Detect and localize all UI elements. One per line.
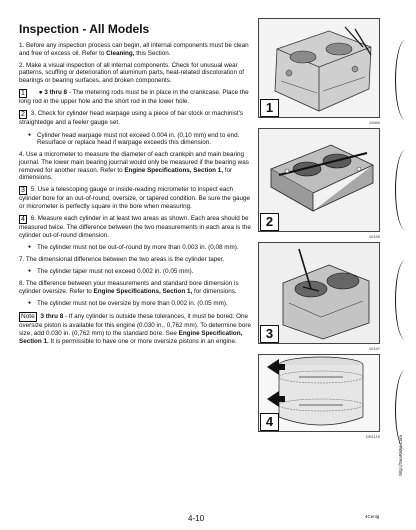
- page-title: Inspection - All Models: [19, 22, 150, 36]
- note-block: [19, 312, 253, 345]
- step-3-text: 3. Check for cylinder head warpage using a piece of bar stock or machinist's straightedge and a feeler gauge set.: [19, 110, 244, 127]
- figure-3-bore-gauge: [258, 242, 380, 344]
- figure-4-measurement-areas: [258, 354, 380, 432]
- step-3: [19, 110, 253, 127]
- step-8-text: 8. The difference between your measurements and standard bore dimension is cylinder oversize. Refer to: [19, 280, 239, 295]
- figure-2-code: 10150: [368, 234, 380, 239]
- step-8-end: for dimensions.: [193, 288, 237, 295]
- step-1-text: 1. Before any inspection process can begin, all internal components must be clean and free of excess oil. Refer to: [19, 42, 249, 57]
- figure-3-label: 3: [260, 325, 279, 343]
- step-4: [19, 151, 253, 181]
- step-5: [19, 186, 253, 210]
- step-2: 2. Make a visual inspection of all internal components. Check for unusual wear patterns, scuffing or deterioration of aluminum parts, heat-related discoloration of bearings or bearing surfaces, and broken components.: [19, 61, 244, 84]
- step-8-ref: Engine Specifications, Section 1,: [93, 288, 193, 295]
- figure-ref-2: 2: [19, 110, 27, 119]
- note-models-range: 3 thru 8: [40, 313, 64, 321]
- figure-1-crankcase: [258, 18, 380, 118]
- step-4-text: 4. Use a micrometer to measure the diameter of each crankpin and main bearing journal. The lower main bearing journal would only be measured if the bearing was removed for another reason. Refer to: [19, 151, 249, 174]
- step-8: [19, 280, 253, 295]
- step-6-text: 6. Measure each cylinder in at least two areas as shown. Each area should be measured twice. The difference between the two measurements in each area is the cylinder out-of-round dimension.: [19, 215, 251, 239]
- step-5-text: 5. Use a telescoping gauge or inside-reading micrometer to inspect each cylinder bore for an out-of-round, oversize, or tapered condition. Be sure the gauge or micrometer is perfectly square in the bore when measuring.: [19, 186, 251, 210]
- figure-ref-4: 4: [19, 215, 27, 224]
- margin-tab-mark: [395, 40, 416, 120]
- step-6: [19, 215, 253, 239]
- footer-code: 4Cenig: [365, 514, 380, 519]
- figure-2-label: 2: [260, 213, 279, 231]
- step-7: 7. The dimensional difference between the two areas is the cylinder taper.: [19, 256, 225, 264]
- step-4-ref: Engine Specifications, Section 1,: [124, 166, 224, 174]
- note-label: Note: [21, 313, 35, 321]
- margin-tab-mark: [395, 260, 416, 340]
- bullet-oversize: ● The cylinder must not be oversize by more than 0.002 in. (0.05 mm).: [19, 300, 253, 308]
- metering-rods-text: - The metering rods must be in place in the crankcase. Place the long rod in the upper hole and the short rod in the lower hole.: [19, 89, 249, 106]
- side-url-text: http://SeaRider.Com: [398, 435, 403, 476]
- figure-4-code: DR1119: [365, 434, 380, 439]
- note-end: It is permissible to have one or more oversize pistons in an engine.: [50, 337, 237, 345]
- step-4-end: for dimensions.: [19, 166, 233, 182]
- figure-1-code: 12660: [368, 120, 380, 125]
- models-range: 3 thru 8: [44, 89, 68, 97]
- note-text: - If any cylinder is outside these tolerances, it must be bored. One oversize piston is available for this engine (0.030 in., 0,762 mm). To determine bore size, add 0.030 in. (0,762 mm) to the standard bore. See: [19, 313, 251, 337]
- figure-3-code: 10157: [368, 346, 380, 351]
- step-1-ref: Cleaning,: [106, 49, 135, 57]
- bullet-metering-rods: [19, 89, 253, 106]
- note-ref: Engine Specification, Section 1.: [19, 329, 243, 345]
- instruction-text-column: [19, 42, 253, 350]
- bullet-out-of-round: ● The cylinder must not be out-of-round by more than 0.003 in. (0,08 mm).: [19, 244, 253, 252]
- bullet-taper: ● The cylinder taper must not exceed 0.002 in. (0,05 mm).: [19, 268, 253, 276]
- page-number: 4-10: [188, 514, 205, 523]
- margin-tab-mark: [395, 150, 416, 230]
- figure-4-label: 4: [260, 413, 279, 431]
- figure-1-label: 1: [260, 99, 279, 117]
- step-1-end: this Section.: [136, 49, 171, 57]
- bullet-dot-icon: ●: [38, 89, 43, 97]
- step-1: [19, 42, 253, 57]
- bullet-warpage: ● Cylinder head warpage must not exceed 0.004 in. (0,10 mm) end to end. Resurface or replace head if warpage exceeds this dimension.: [19, 132, 253, 147]
- figure-ref-3: 3: [19, 186, 27, 195]
- figure-2-cylinder-head: [258, 128, 380, 232]
- figure-ref-1: 1: [19, 89, 27, 98]
